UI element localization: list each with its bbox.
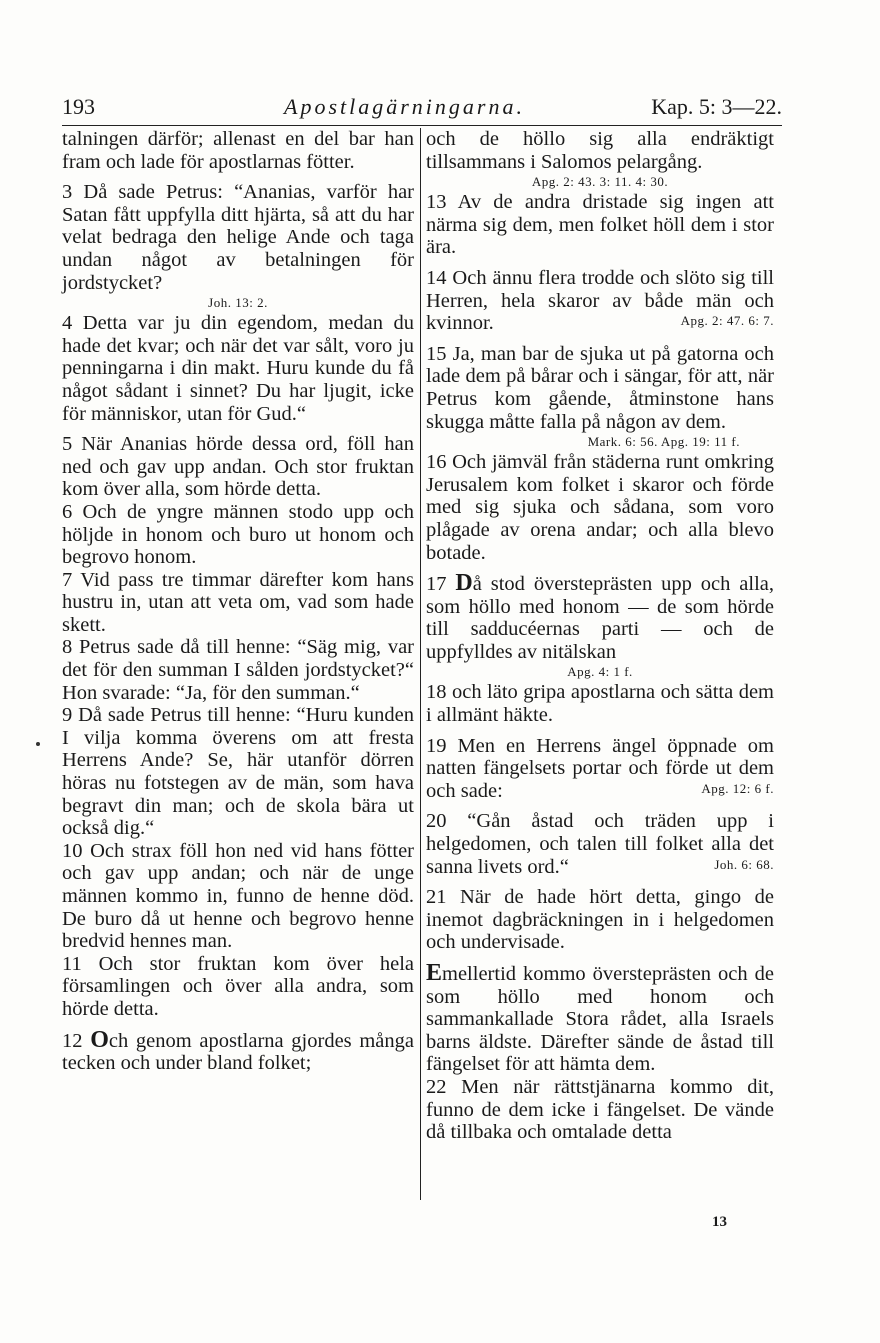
header-rule: [62, 125, 782, 126]
cross-reference: Apg. 12: 6 f.: [701, 780, 774, 796]
verse-paragraph: 22 Men när rättstjänarna kommo dit, funno de dem icke i fängelset. De vände då tillbaka och omtalade detta: [426, 1075, 774, 1144]
column-divider: [420, 128, 421, 1200]
verse-paragraph: talningen därför; allenast en del bar han fram och lade för apostlarnas fötter.: [62, 128, 414, 173]
margin-speck: [36, 742, 40, 746]
cross-reference: Joh. 13: 2.: [208, 295, 268, 311]
verse-text: 20 “Gån åstad och träden upp i helgedomen, och talen till folket alla det sanna livets ord.“: [426, 810, 774, 878]
cross-reference: Apg. 2: 47. 6: 7.: [680, 313, 774, 329]
verse-paragraph: [426, 735, 774, 803]
verse-paragraph: 8 Petrus sade då till henne: “Säg mig, var det för den summan I sålden jordstycket?“ Hon svarade: “Ja, för den summan.“: [62, 636, 414, 704]
verse-paragraph: [426, 267, 774, 335]
verse-paragraph: 10 Och strax föll hon ned vid hans fötter och gav upp andan; och när de unge männen kommo in, funno de henne död. De buro då ut henne och begrovo henne bredvid hennes man.: [62, 839, 414, 953]
drop-initial: E: [426, 960, 443, 986]
drop-initial: D: [455, 570, 473, 597]
pericope-start-paragraph: [426, 962, 774, 1076]
running-header: [62, 94, 782, 126]
pericope-start-paragraph: [426, 572, 774, 663]
page-number: 193: [62, 94, 95, 119]
verse-paragraph: 16 Och jämväl från städerna runt omkring Jerusalem kom folket i skaror och förde med sig sjuka och sådana, som voro plågade av orena andar; och alla blevo botade.: [426, 451, 774, 564]
verse-paragraph: 4 Detta var ju din egendom, medan du hade det kvar; och när det var sålt, voro ju penningarna i din makt. Huru kunde du få något sådant i sinnet? Du har ljugit, icke för människor, utan för Gud.“: [62, 312, 414, 425]
verse-paragraph: 15 Ja, man bar de sjuka ut på gatorna och lade dem på bårar och i sängar, för att, när Petrus kom gående, åtminstone hans skugga måtte falla på någon av dem.: [426, 342, 774, 433]
verse-paragraph: [426, 810, 774, 878]
cross-reference: Apg. 2: 43. 3: 11. 4: 30.: [531, 174, 669, 190]
cross-reference: Apg. 4: 1 f.: [567, 664, 633, 680]
verse-text: mellertid kommo översteprästen och de som höllo med honom och sammankallade Stora rådet, alla Israels barns äldste. Därefter sände de åstad till fängelset för att hämta dem.: [426, 963, 774, 1076]
right-column: [426, 128, 774, 1144]
verse-paragraph: 21 När de hade hört detta, gingo de inemot dagbräckningen in i helgedomen och undervisade.: [426, 886, 774, 954]
running-title: Apostlagärningarna.: [284, 94, 525, 119]
verse-text: å stod översteprästen upp och alla, som höllo med honom — de som hörde till sadducéernas parti — och de uppfylldes av nitälskan: [426, 573, 774, 663]
cross-reference: Joh. 6: 68.: [714, 856, 774, 872]
signature-mark: 13: [712, 1214, 727, 1230]
verse-paragraph: 7 Vid pass tre timmar därefter kom hans hustru in, utan att veta om, vad som hade skett.: [62, 568, 414, 636]
verse-text: 14 Och ännu flera trodde och slöto sig till Herren, hela skaror av både män och kvinnor.: [426, 266, 774, 335]
verse-paragraph: 3 Då sade Petrus: “Ananias, varför har Satan fått uppfylla ditt hjärta, så att du har velat bedraga den helige Ande och taga undan något av betalningen för jordstycket?: [62, 181, 414, 294]
verse-paragraph: och de höllo sig alla endräktigt tillsammans i Salomos pelargång.: [426, 128, 774, 173]
cross-reference: Mark. 6: 56. Apg. 19: 11 f.: [587, 434, 740, 450]
verse-paragraph: 13 Av de andra dristade sig ingen att närma sig dem, men folket höll dem i stor ära.: [426, 191, 774, 259]
verse-number: 12: [62, 1029, 91, 1052]
pericope-start-paragraph: [62, 1026, 414, 1075]
verse-text: ch genom apostlarna gjordes många tecken och under bland folket;: [62, 1029, 414, 1075]
verse-paragraph: 6 Och de yngre männen stodo upp och höljde in honom och buro ut honom och begrovo honom.: [62, 500, 414, 569]
drop-initial: O: [90, 1026, 109, 1053]
verse-number: 17: [426, 573, 456, 596]
chapter-verse-range: Kap. 5: 3—22.: [651, 94, 782, 119]
verse-paragraph: 5 När Ananias hörde dessa ord, föll han ned och gav upp andan. Och stor fruktan kom över alla, som hörde detta.: [62, 433, 414, 501]
left-column: [62, 128, 414, 1075]
verse-paragraph: 18 och läto gripa apostlarna och sätta dem i allmänt häkte.: [426, 681, 774, 727]
verse-text: 19 Men en Herrens ängel öppnade om natten fängelsets portar och förde ut dem och sade:: [426, 734, 774, 802]
verse-paragraph: 11 Och stor fruktan kom över hela församlingen och över alla andra, som hörde detta.: [62, 952, 414, 1020]
verse-paragraph: 9 Då sade Petrus till henne: “Huru kunden I vilja komma överens om att fresta Herrens Ande? Se, här utanför dörren höras nu fotstegen av de män, som hava begravt din man; och de skola bära ut också dig.“: [62, 704, 414, 840]
